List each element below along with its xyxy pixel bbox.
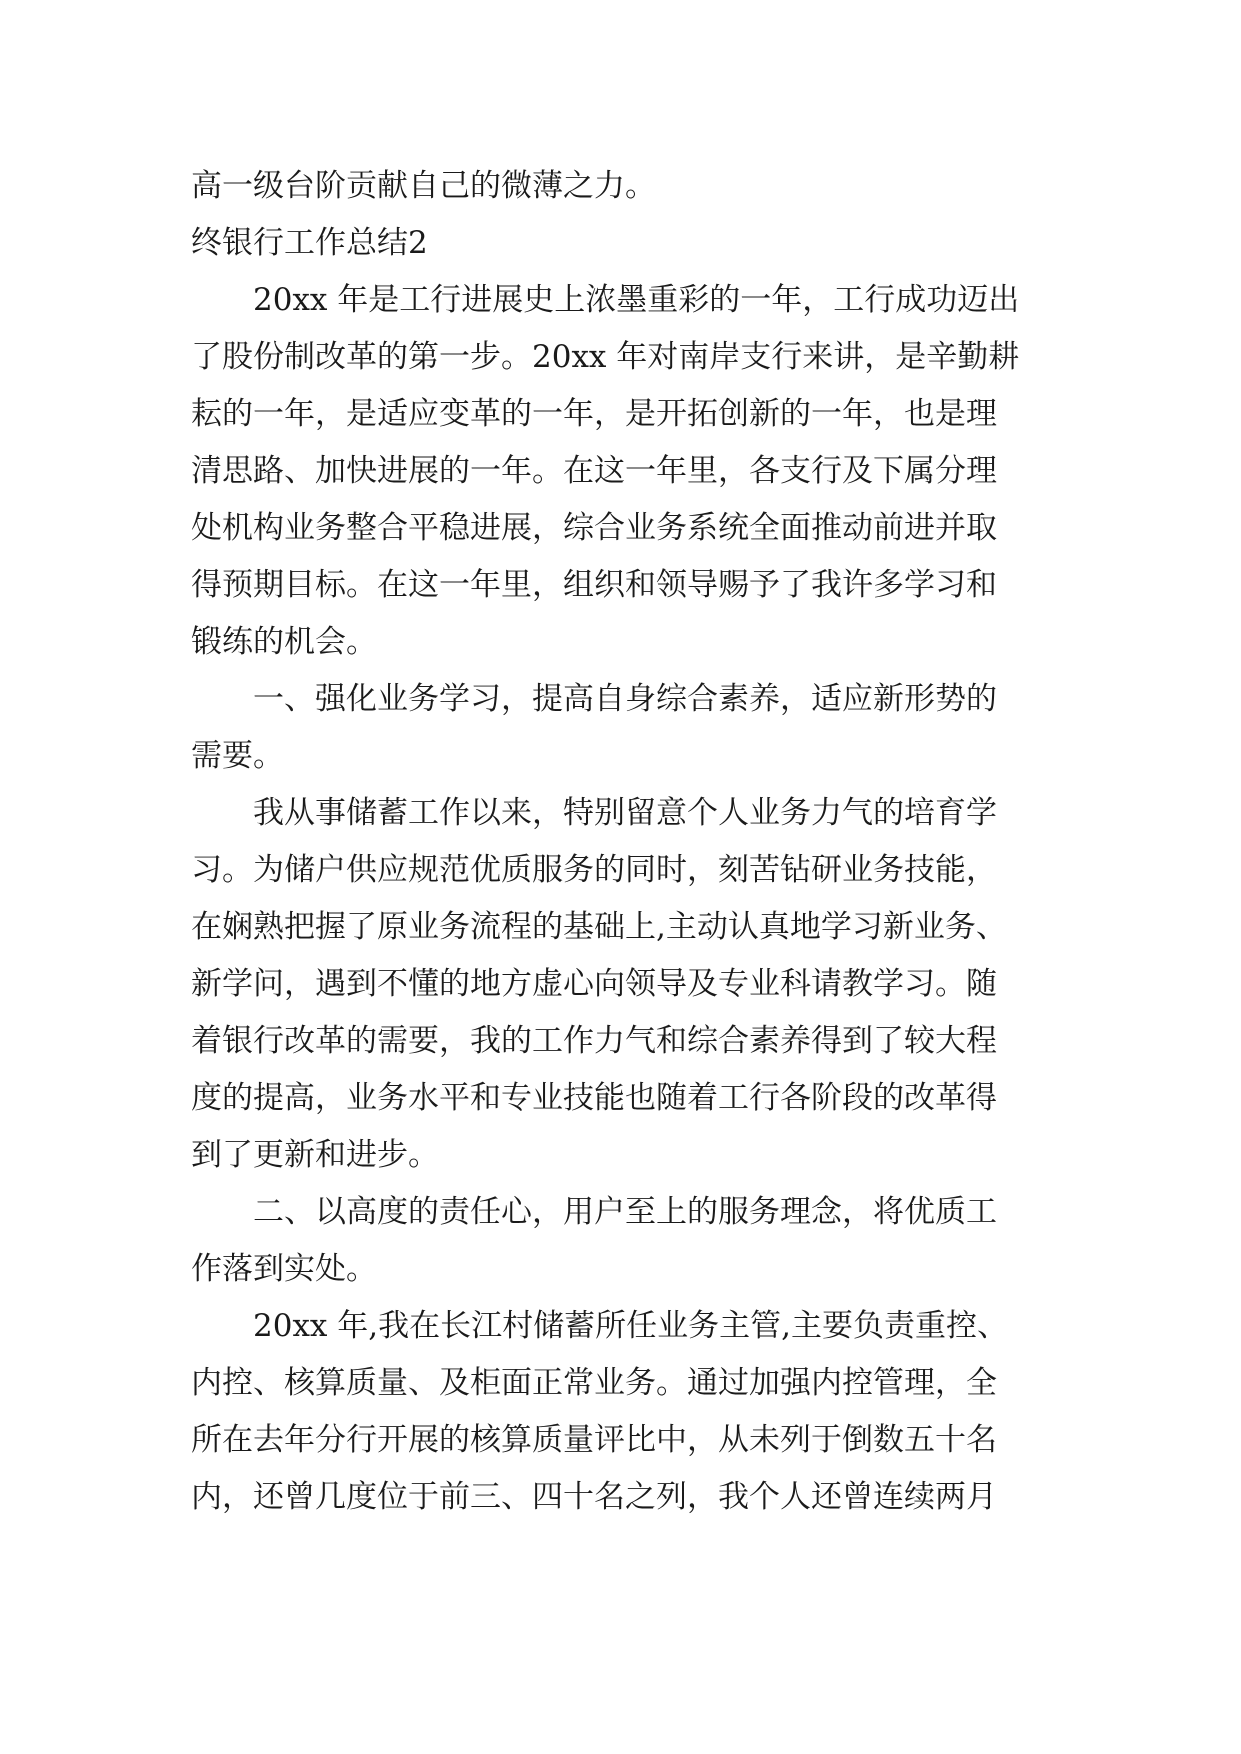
text-line: 锻练的机会。: [191, 624, 377, 660]
text-line: 内，还曾几度位于前三、四十名之列，我个人还曾连续两月: [191, 1479, 997, 1515]
heading-line: 需要。: [191, 738, 284, 774]
heading-line: 一、强化业务学习，提高自身综合素养，适应新形势的: [253, 681, 997, 717]
text-line: 内控、核算质量、及柜面正常业务。通过加强内控管理，全: [191, 1365, 997, 1401]
text-line: 处机构业务整合平稳进展，综合业务系统全面推动前进并取: [191, 510, 997, 546]
text-line: 到了更新和进步。: [191, 1137, 439, 1173]
text-line: 清思路、加快进展的一年。在这一年里，各支行及下属分理: [191, 453, 997, 489]
text-line: 着银行改革的需要，我的工作力气和综合素养得到了较大程: [191, 1023, 997, 1059]
text-line: 了股份制改革的第一步。20xx 年对南岸支行来讲，是辛勤耕: [191, 339, 1020, 375]
text-line: 习。为储户供应规范优质服务的同时，刻苦钻研业务技能，: [191, 852, 997, 888]
document-body: [191, 158, 1061, 1526]
text-line: 高一级台阶贡献自己的微薄之力。: [191, 168, 656, 204]
text-line: 我从事储蓄工作以来，特别留意个人业务力气的培育学: [253, 795, 997, 831]
text-line: 20xx 年是工行进展史上浓墨重彩的一年，工行成功迈出: [253, 282, 1020, 318]
text-line: 所在去年分行开展的核算质量评比中，从未列于倒数五十名: [191, 1422, 997, 1458]
text-line: 耘的一年，是适应变革的一年，是开拓创新的一年，也是理: [191, 396, 997, 432]
text-line: 在娴熟把握了原业务流程的基础上,主动认真地学习新业务、: [191, 909, 1007, 945]
text-line: 度的提高，业务水平和专业技能也随着工行各阶段的改革得: [191, 1080, 997, 1116]
text-line: 新学问，遇到不懂的地方虚心向领导及专业科请教学习。随: [191, 966, 997, 1002]
text-line: 20xx 年,我在长江村储蓄所任业务主管,主要负责重控、: [253, 1308, 1008, 1344]
heading-line: 作落到实处。: [191, 1251, 377, 1287]
section-title: 终银行工作总结2: [191, 225, 428, 261]
heading-line: 二、以高度的责任心，用户至上的服务理念，将优质工: [253, 1194, 997, 1230]
text-line: 得预期目标。在这一年里，组织和领导赐予了我许多学习和: [191, 567, 997, 603]
